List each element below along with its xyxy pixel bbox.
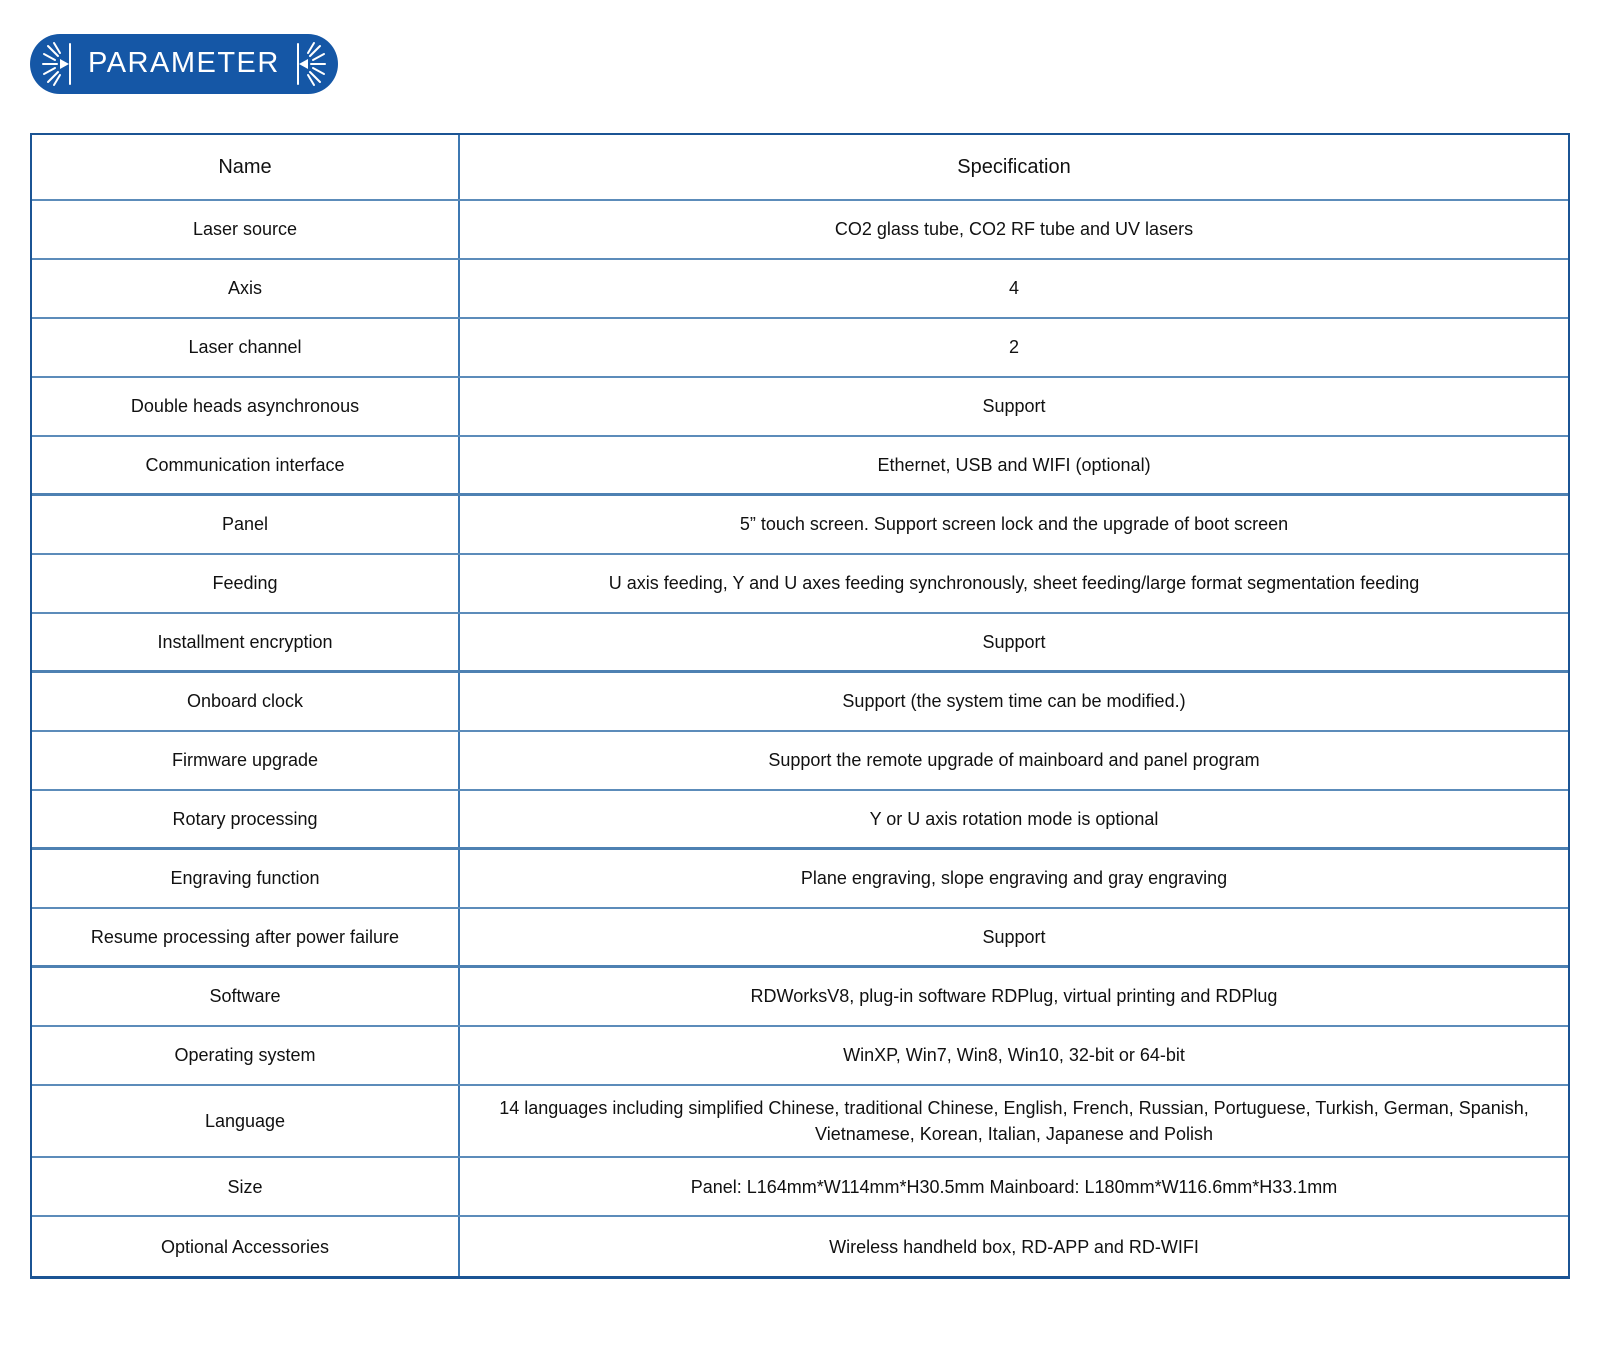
table-row xyxy=(32,791,1568,850)
spec-name-text: Software xyxy=(209,986,281,1007)
laser-starburst-icon xyxy=(290,41,326,87)
table-row xyxy=(32,1158,1568,1217)
spec-name-cell xyxy=(32,968,460,1025)
table-body xyxy=(32,201,1568,1276)
spec-name-text: Panel xyxy=(221,514,269,535)
spec-name-cell xyxy=(32,850,460,907)
spec-value-cell xyxy=(460,378,1568,435)
spec-name-text: Double heads asynchronous xyxy=(130,396,360,417)
spec-name-text: Onboard clock xyxy=(186,691,304,712)
spec-value-text: Support xyxy=(982,396,1046,417)
spec-name-cell xyxy=(32,909,460,965)
spec-value-text: 4 xyxy=(1008,278,1019,299)
header-spec-cell xyxy=(460,135,1568,199)
spec-name-cell xyxy=(32,319,460,376)
table-row xyxy=(32,201,1568,260)
table-row xyxy=(32,555,1568,614)
spec-name-text: Firmware upgrade xyxy=(171,750,319,771)
table-row xyxy=(32,614,1568,673)
spec-value-text: Support xyxy=(982,631,1046,652)
table-row xyxy=(32,260,1568,319)
spec-value-text: Plane engraving, slope engraving and gray engraving xyxy=(800,868,1228,889)
spec-value-cell xyxy=(460,732,1568,789)
table-row xyxy=(32,1217,1568,1276)
table-row xyxy=(32,319,1568,378)
laser-starburst-icon xyxy=(42,41,78,87)
table-row xyxy=(32,1086,1568,1158)
spec-value-cell xyxy=(460,968,1568,1025)
spec-name-cell xyxy=(32,1027,460,1084)
spec-value-cell xyxy=(460,673,1568,730)
table-row xyxy=(32,968,1568,1027)
spec-name-text: Resume processing after power failure xyxy=(90,926,400,947)
spec-name-text: Size xyxy=(227,1176,263,1197)
spec-value-text: 14 languages including simplified Chinese, traditional Chinese, English, French, Russian, Portuguese, Turkish, German, Spanish, Vietnamese, Korean, Italian, Japanese and Polish xyxy=(499,1098,1529,1145)
spec-value-text: U axis feeding, Y and U axes feeding synchronously, sheet feeding/large format segmentation feeding xyxy=(608,573,1420,594)
spec-value-text: Wireless handheld box, RD-APP and RD-WIFI xyxy=(829,1236,1199,1257)
spec-name-text: Feeding xyxy=(212,573,278,594)
table-row xyxy=(32,909,1568,968)
spec-name-text: Axis xyxy=(227,278,262,299)
spec-value-cell xyxy=(460,496,1568,553)
spec-value-cell xyxy=(460,437,1568,493)
table-row xyxy=(32,673,1568,732)
spec-name-text: Rotary processing xyxy=(172,808,318,829)
spec-value-cell xyxy=(460,791,1568,847)
spec-value-text: Ethernet, USB and WIFI (optional) xyxy=(877,454,1151,475)
spec-name-cell xyxy=(32,496,460,553)
badge-title: PARAMETER xyxy=(88,46,280,79)
spec-value-cell xyxy=(460,1027,1568,1084)
spec-name-cell xyxy=(32,1086,460,1156)
spec-name-cell xyxy=(32,555,460,612)
spec-value-text: Panel: L164mm*W114mm*H30.5mm Mainboard: L180mm*W116.6mm*H33.1mm xyxy=(690,1176,1338,1197)
spec-value-cell xyxy=(460,319,1568,376)
spec-value-text: 2 xyxy=(1008,337,1019,358)
spec-name-cell xyxy=(32,614,460,670)
spec-value-cell xyxy=(460,1158,1568,1215)
spec-name-text: Communication interface xyxy=(145,454,345,475)
parameter-badge xyxy=(30,34,338,94)
spec-value-cell xyxy=(460,850,1568,907)
spec-name-text: Laser channel xyxy=(188,337,302,358)
spec-value-text: RDWorksV8, plug-in software RDPlug, virtual printing and RDPlug xyxy=(750,986,1278,1007)
spec-name-text: Language xyxy=(204,1111,286,1132)
spec-name-cell xyxy=(32,732,460,789)
spec-value-cell xyxy=(460,614,1568,670)
table-row xyxy=(32,496,1568,555)
spec-value-text: Support (the system time can be modified.) xyxy=(842,691,1186,712)
spec-value-text: Support the remote upgrade of mainboard and panel program xyxy=(768,750,1260,771)
spec-value-cell xyxy=(460,555,1568,612)
spec-value-cell xyxy=(460,260,1568,317)
table-row xyxy=(32,732,1568,791)
table-header-row xyxy=(32,135,1568,201)
table-row xyxy=(32,1027,1568,1086)
header-name-label: Name xyxy=(218,155,272,178)
table-row xyxy=(32,378,1568,437)
spec-value-cell xyxy=(460,201,1568,258)
spec-name-text: Optional Accessories xyxy=(160,1236,330,1257)
spec-name-cell xyxy=(32,260,460,317)
header-name-cell xyxy=(32,135,460,199)
spec-name-cell xyxy=(32,673,460,730)
spec-name-cell xyxy=(32,201,460,258)
spec-name-text: Engraving function xyxy=(170,868,320,889)
table-row xyxy=(32,437,1568,496)
spec-name-cell xyxy=(32,791,460,847)
spec-name-cell xyxy=(32,378,460,435)
spec-name-cell xyxy=(32,437,460,493)
spec-name-text: Installment encryption xyxy=(157,631,333,652)
spec-name-cell xyxy=(32,1217,460,1276)
spec-value-text: Support xyxy=(982,926,1046,947)
table-row xyxy=(32,850,1568,909)
spec-name-text: Operating system xyxy=(174,1045,316,1066)
spec-value-text: 5” touch screen. Support screen lock and the upgrade of boot screen xyxy=(739,514,1289,535)
spec-name-cell xyxy=(32,1158,460,1215)
spec-value-text: WinXP, Win7, Win8, Win10, 32-bit or 64-bit xyxy=(843,1045,1185,1066)
spec-value-text: CO2 glass tube, CO2 RF tube and UV lasers xyxy=(834,219,1194,240)
spec-value-text: Y or U axis rotation mode is optional xyxy=(869,808,1159,829)
spec-value-cell xyxy=(460,1086,1568,1156)
spec-name-text: Laser source xyxy=(192,219,298,240)
header-spec-label: Specification xyxy=(957,155,1071,178)
spec-value-cell xyxy=(460,909,1568,965)
specification-table xyxy=(30,133,1570,1279)
spec-value-cell xyxy=(460,1217,1568,1276)
